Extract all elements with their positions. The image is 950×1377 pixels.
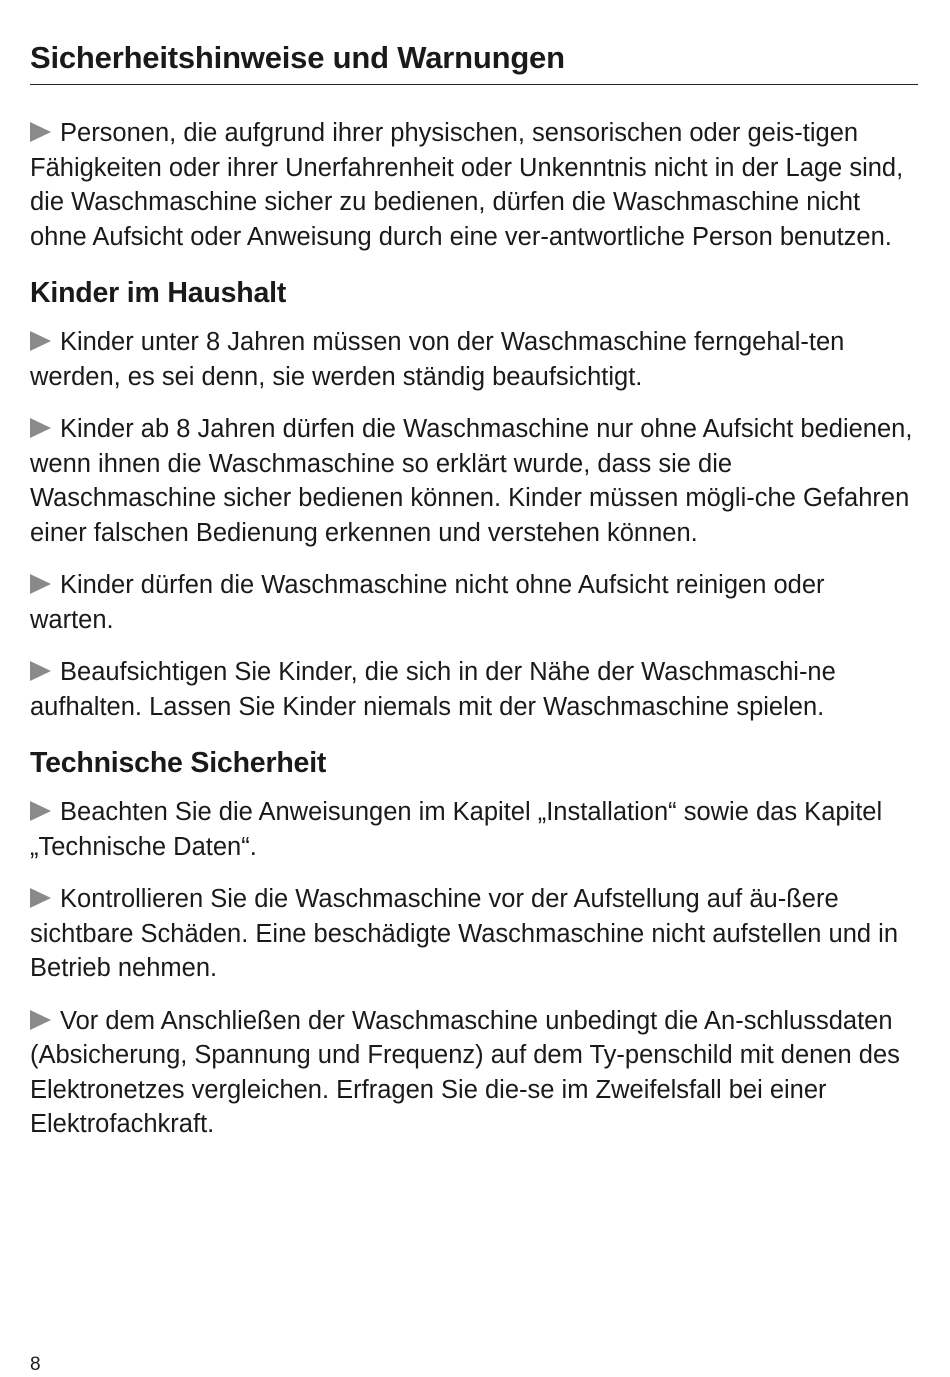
- triangle-bullet-icon: [30, 574, 51, 594]
- triangle-bullet-icon: [30, 661, 51, 681]
- paragraph-text: Kontrollieren Sie die Waschmaschine vor der Aufstellung auf äu-ßere sichtbare Schäden. Eine beschädigte Waschmaschine nicht aufstellen und in Betrieb nehmen.: [30, 885, 898, 982]
- paragraph-text: Beachten Sie die Anweisungen im Kapitel „Installation“ sowie das Kapitel „Technische Daten“.: [30, 798, 883, 861]
- triangle-bullet-icon: [30, 418, 51, 438]
- safety-paragraph: [30, 795, 914, 864]
- section-heading-children: Kinder im Haushalt: [30, 277, 287, 309]
- paragraph-text: Kinder unter 8 Jahren müssen von der Waschmaschine ferngehal-ten werden, es sei denn, sie werden ständig beaufsichtigt.: [30, 328, 845, 391]
- triangle-bullet-icon: [30, 888, 51, 908]
- paragraph-text: Kinder ab 8 Jahren dürfen die Waschmaschine nur ohne Aufsicht bedienen, wenn ihnen die Waschmaschine so erklärt wurde, dass sie die Waschmaschine sicher bedienen können. Kinder müssen mögli-che Gefahren einer falschen Bedienung erkennen und verstehen können.: [30, 415, 913, 547]
- title-divider: [30, 84, 918, 85]
- safety-paragraph: [30, 325, 914, 394]
- paragraph-text: Beaufsichtigen Sie Kinder, die sich in der Nähe der Waschmaschi-ne aufhalten. Lassen Sie Kinder niemals mit der Waschmaschine spielen.: [30, 658, 836, 721]
- triangle-bullet-icon: [30, 331, 51, 351]
- paragraph-text: Kinder dürfen die Waschmaschine nicht ohne Aufsicht reinigen oder warten.: [30, 571, 825, 634]
- safety-paragraph: [30, 1004, 914, 1142]
- document-page: [30, 0, 920, 1142]
- triangle-bullet-icon: [30, 801, 51, 821]
- page-number: 8: [30, 1354, 41, 1375]
- safety-paragraph: [30, 116, 914, 254]
- safety-paragraph: [30, 655, 914, 724]
- paragraph-text: Personen, die aufgrund ihrer physischen, sensorischen oder geis-tigen Fähigkeiten oder ihrer Unerfahrenheit oder Unkenntnis nicht in der Lage sind, die Waschmaschine sicher zu bedienen, dürfen die Waschmaschine nicht ohne Aufsicht oder Anweisung durch eine ver-antwortliche Person benutzen.: [30, 119, 904, 251]
- paragraph-text: Vor dem Anschließen der Waschmaschine unbedingt die An-schlussdaten (Absicherung, Spannung und Frequenz) auf dem Ty-penschild mit denen des Elektronetzes vergleichen. Erfragen Sie die-se im Zweifelsfall bei einer Elektrofachkraft.: [30, 1006, 900, 1138]
- triangle-bullet-icon: [30, 1010, 51, 1030]
- triangle-bullet-icon: [30, 122, 51, 142]
- safety-paragraph: [30, 568, 914, 637]
- section-heading-technical: Technische Sicherheit: [30, 747, 327, 779]
- safety-paragraph: [30, 882, 914, 986]
- safety-paragraph: [30, 412, 914, 550]
- page-title: Sicherheitshinweise und Warnungen: [30, 40, 565, 75]
